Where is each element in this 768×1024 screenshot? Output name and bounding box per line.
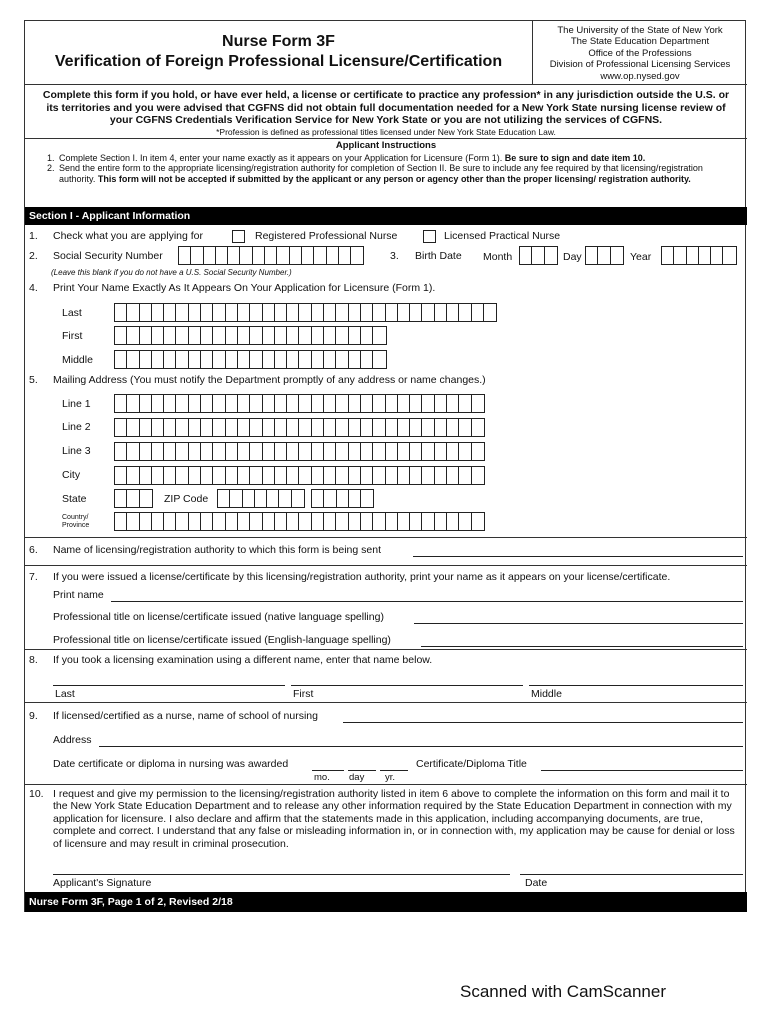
instruction-bold: This form will not be accepted if submitted by the applicant or any person or agency other than the proper licensing/ registration authority. bbox=[97, 173, 691, 184]
print-name-field[interactable] bbox=[111, 601, 743, 602]
address-line2-boxes[interactable] bbox=[114, 418, 485, 437]
agency-line: The University of the State of New York bbox=[557, 25, 723, 36]
print-name-label: Print name bbox=[53, 589, 104, 601]
q3-number: 3. bbox=[390, 250, 399, 262]
rn-label: Registered Professional Nurse bbox=[255, 230, 398, 242]
signature-field[interactable] bbox=[53, 874, 510, 875]
q5-number: 5. bbox=[29, 374, 38, 386]
divider bbox=[25, 784, 747, 785]
exam-first-name-field[interactable] bbox=[291, 685, 523, 686]
school-name-field[interactable] bbox=[343, 722, 743, 723]
agency-url: www.op.nysed.gov bbox=[600, 70, 680, 82]
exam-last-name-field[interactable] bbox=[53, 685, 285, 686]
city-label: City bbox=[62, 469, 81, 481]
camscanner-watermark: Scanned with CamScanner bbox=[460, 982, 667, 1001]
birth-day-boxes[interactable] bbox=[585, 246, 624, 265]
ssn-boxes[interactable] bbox=[178, 246, 364, 265]
rn-checkbox[interactable] bbox=[232, 230, 245, 243]
day-label: Day bbox=[563, 251, 582, 263]
intro-note: *Profession is defined as professional titles licensed under New York State Education Law. bbox=[216, 126, 556, 137]
q8-number: 8. bbox=[29, 654, 38, 666]
q7-number: 7. bbox=[29, 571, 38, 583]
date-awarded-label: Date certificate or diploma in nursing was awarded bbox=[53, 758, 289, 770]
exam-last-label: Last bbox=[55, 688, 75, 700]
signature-label: Applicant's Signature bbox=[53, 877, 152, 889]
day-label-small: day bbox=[349, 772, 365, 783]
agency-block bbox=[533, 21, 747, 85]
address-line1-label: Line 1 bbox=[62, 398, 91, 410]
exam-middle-label: Middle bbox=[531, 688, 562, 700]
state-boxes[interactable] bbox=[114, 489, 153, 508]
q9-number: 9. bbox=[29, 710, 38, 722]
first-name-label: First bbox=[62, 330, 83, 342]
q4-label: Print Your Name Exactly As It Appears On Your Application for Licensure (Form 1). bbox=[53, 282, 436, 294]
state-label: State bbox=[62, 493, 87, 505]
address-label: Address bbox=[53, 734, 92, 746]
zip-extension-boxes[interactable] bbox=[311, 489, 374, 508]
agency-line: Division of Professional Licensing Services bbox=[549, 59, 731, 71]
exam-middle-name-field[interactable] bbox=[529, 685, 743, 686]
title-english-field[interactable] bbox=[421, 646, 743, 647]
q4-number: 4. bbox=[29, 282, 38, 294]
instruction-item bbox=[47, 152, 739, 164]
applicant-instructions bbox=[25, 139, 747, 205]
intro-text: Complete this form if you hold, or have ever held, a license or certificate to practice any profession* in any jurisdiction outside the U.S. or its territories and you were advised that CGFNS did not obtain full documentation needed for a New York State nursing license review of your CGFNS Credentials Verification Service for New York State or you are not utilizing the services of CGFNS. bbox=[42, 89, 730, 127]
form-title: Verification of Foreign Professional Licensure/Certification bbox=[54, 53, 503, 70]
intro-block bbox=[25, 85, 747, 139]
instruction-item bbox=[47, 163, 739, 184]
instruction-bold: Be sure to sign and date item 10. bbox=[504, 152, 646, 163]
instruction-text: Send the entire form to the appropriate licensing/registration authority for completion of Section II. Be sure to include any fee required by that licensing/registration authority. bbox=[59, 163, 703, 184]
country-boxes[interactable] bbox=[114, 512, 485, 531]
q3-label: Birth Date bbox=[415, 250, 462, 262]
title-english-label: Professional title on license/certificate issued (English-language spelling) bbox=[53, 634, 391, 646]
month-label: Month bbox=[483, 251, 513, 263]
q9-label: If licensed/certified as a nurse, name of school of nursing bbox=[53, 710, 318, 722]
birth-year-boxes[interactable] bbox=[661, 246, 737, 265]
cert-title-field[interactable] bbox=[541, 770, 743, 771]
award-month-field[interactable] bbox=[312, 770, 344, 771]
divider bbox=[25, 565, 747, 566]
school-address-field[interactable] bbox=[99, 746, 743, 747]
middle-name-label: Middle bbox=[62, 354, 93, 366]
last-name-boxes[interactable] bbox=[114, 303, 497, 322]
q10-declaration: I request and give my permission to the licensing/registration authority listed in item 6 above to complete the information on this form and mail it to the New York State Education Department and to release any other information required by the State Education Department in connection with my application for licensure. I also declare and affirm that the statements made in this application, including accompanying documents, are true, complete and correct. I understand that any false or misleading information in, or in connection with, my application may be cause for denial or loss of licensure and may result in criminal prosecution. bbox=[53, 788, 735, 850]
licensing-authority-field[interactable] bbox=[413, 556, 743, 557]
last-name-label: Last bbox=[62, 307, 82, 319]
q2-note: (Leave this blank if you do not have a U.S. Social Security Number.) bbox=[51, 268, 292, 277]
address-line1-boxes[interactable] bbox=[114, 394, 485, 413]
zip-label: ZIP Code bbox=[164, 493, 209, 505]
divider bbox=[25, 537, 747, 538]
section1-header: Section I - Applicant Information bbox=[25, 207, 747, 225]
award-day-field[interactable] bbox=[348, 770, 376, 771]
form-title-block bbox=[25, 21, 533, 85]
birth-month-boxes[interactable] bbox=[519, 246, 558, 265]
cert-title-label: Certificate/Diploma Title bbox=[416, 758, 527, 770]
agency-line: Office of the Professions bbox=[588, 47, 692, 59]
yr-label: yr. bbox=[385, 772, 396, 783]
title-native-field[interactable] bbox=[414, 623, 743, 624]
address-line3-label: Line 3 bbox=[62, 445, 91, 457]
address-line3-boxes[interactable] bbox=[114, 442, 485, 461]
q7-label: If you were issued a license/certificate by this licensing/registration authority, print your name as it appears on your license/certificate. bbox=[53, 571, 671, 583]
date-label: Date bbox=[525, 877, 548, 889]
divider bbox=[25, 649, 747, 650]
q6-number: 6. bbox=[29, 544, 38, 556]
instruction-number: 2. bbox=[47, 163, 55, 174]
q5-label: Mailing Address (You must notify the Department promptly of any address or name changes.) bbox=[53, 374, 486, 386]
city-boxes[interactable] bbox=[114, 466, 485, 485]
instruction-text: Complete Section I. In item 4, enter your name exactly as it appears on your Application for Licensure (Form 1). bbox=[59, 152, 503, 163]
nurse-form bbox=[24, 20, 746, 912]
middle-name-boxes[interactable] bbox=[114, 350, 387, 369]
country-label: Country/ Province bbox=[62, 514, 90, 529]
date-field[interactable] bbox=[520, 874, 743, 875]
year-label: Year bbox=[630, 251, 652, 263]
q1-number: 1. bbox=[29, 230, 38, 242]
instructions-title: Applicant Instructions bbox=[335, 140, 437, 151]
first-name-boxes[interactable] bbox=[114, 326, 387, 345]
q8-label: If you took a licensing examination using a different name, enter that name below. bbox=[53, 654, 433, 666]
zip-boxes[interactable] bbox=[217, 489, 305, 508]
mo-label: mo. bbox=[314, 772, 330, 783]
lpn-label: Licensed Practical Nurse bbox=[444, 230, 561, 242]
address-line2-label: Line 2 bbox=[62, 421, 91, 433]
award-year-field[interactable] bbox=[380, 770, 408, 771]
form-footer: Nurse Form 3F, Page 1 of 2, Revised 2/18 bbox=[25, 892, 747, 912]
agency-line: The State Education Department bbox=[570, 36, 710, 48]
instruction-number: 1. bbox=[47, 152, 55, 163]
q2-number: 2. bbox=[29, 250, 38, 262]
q1-label: Check what you are applying for bbox=[53, 230, 203, 242]
lpn-checkbox[interactable] bbox=[423, 230, 436, 243]
form-number: Nurse Form 3F bbox=[222, 33, 335, 50]
q10-number: 10. bbox=[29, 788, 44, 800]
divider bbox=[25, 702, 747, 703]
title-native-label: Professional title on license/certificate issued (native language spelling) bbox=[53, 611, 384, 623]
q6-label: Name of licensing/registration authority to which this form is being sent bbox=[53, 544, 381, 556]
exam-first-label: First bbox=[293, 688, 314, 700]
q2-label: Social Security Number bbox=[53, 250, 163, 262]
